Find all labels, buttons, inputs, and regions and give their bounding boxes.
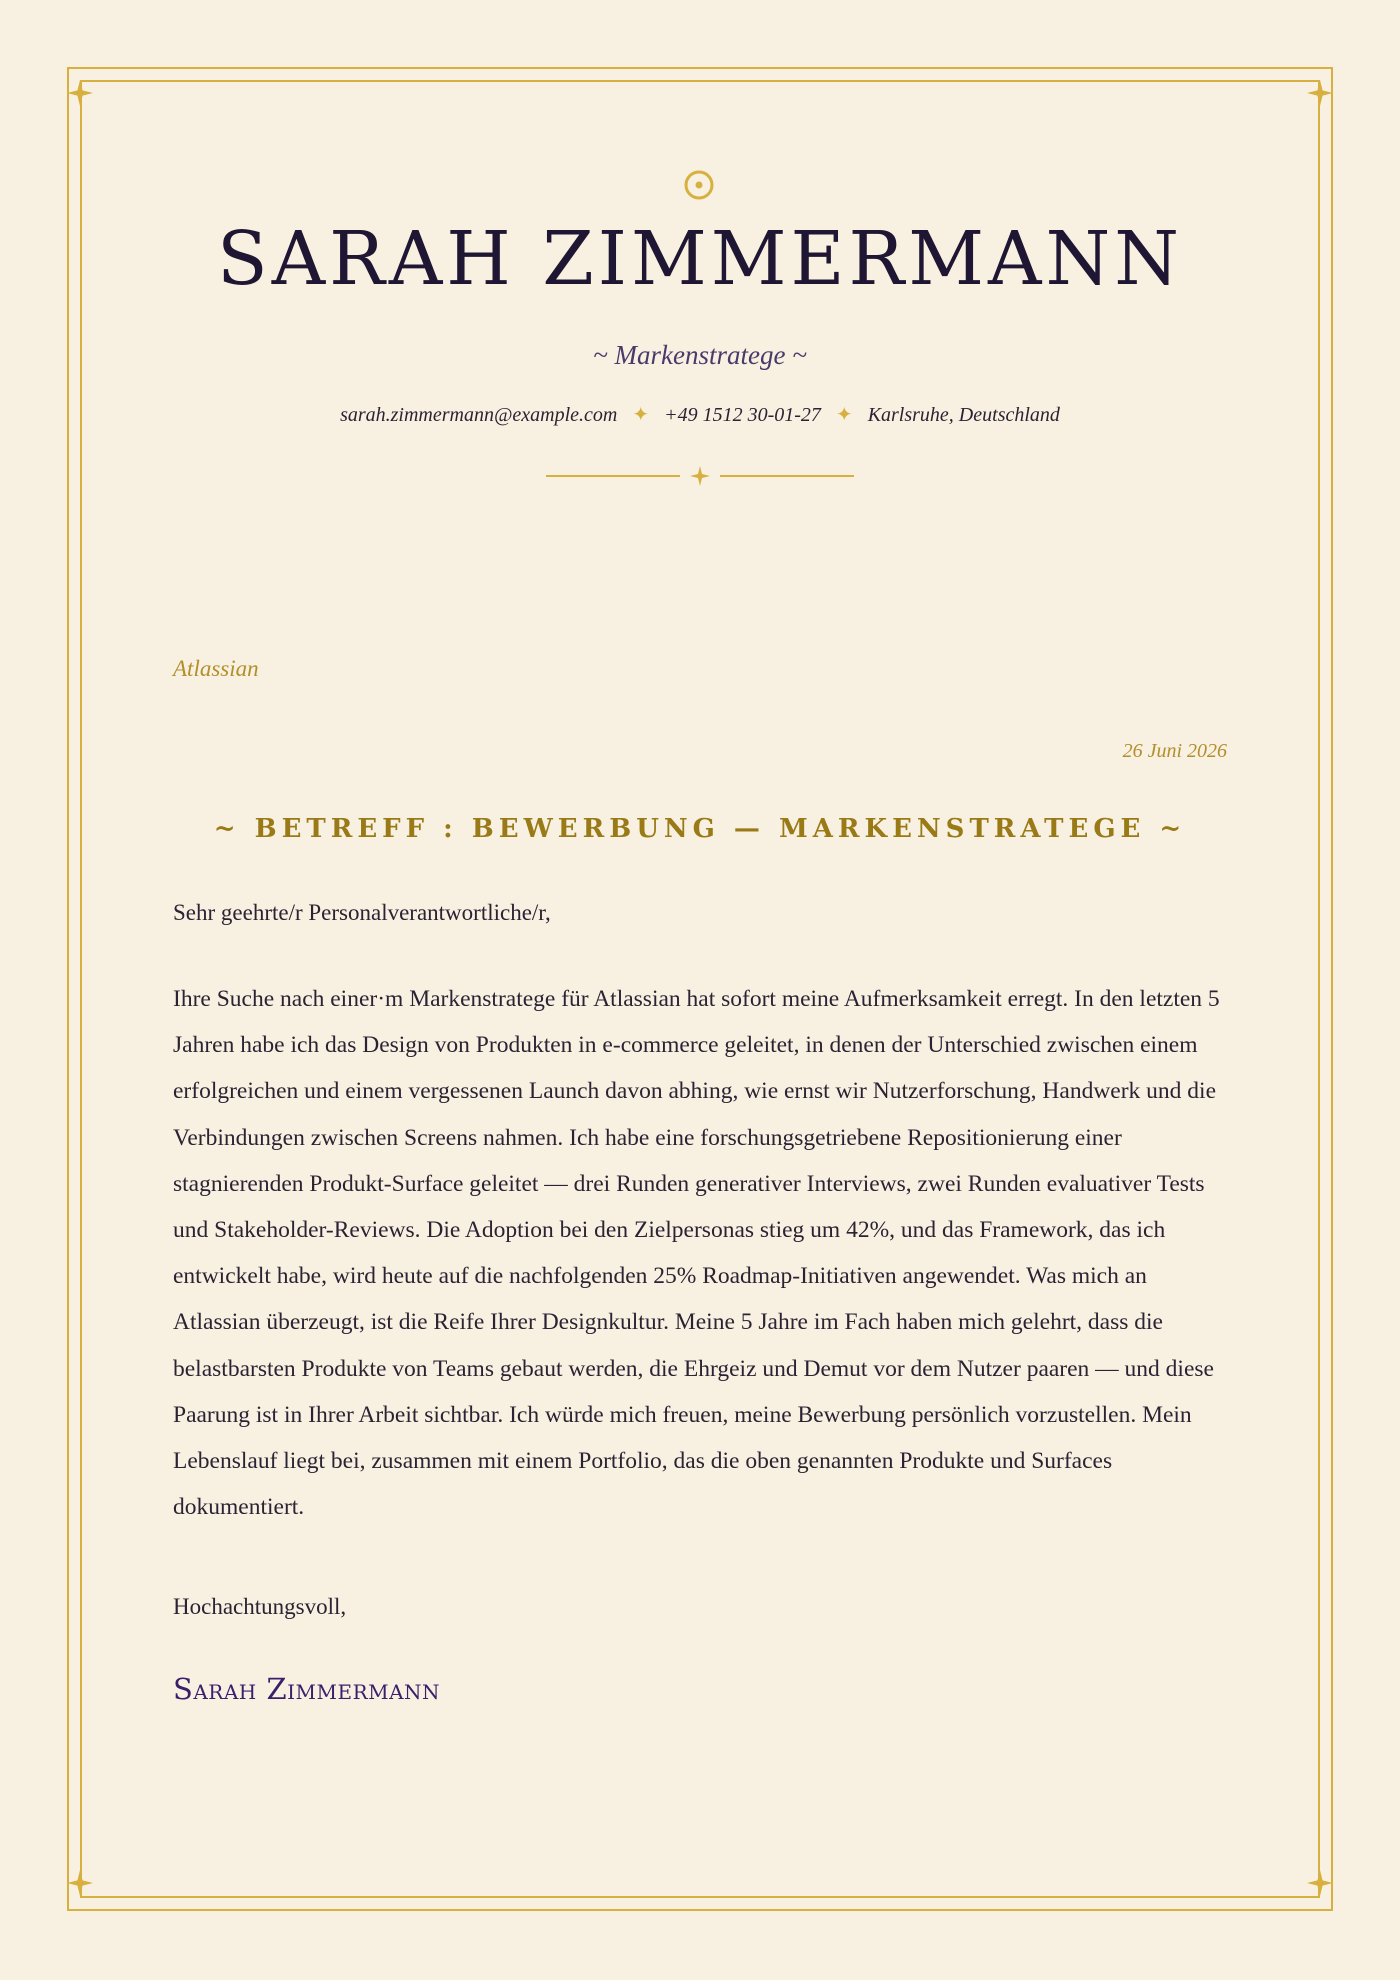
contact-line (0, 402, 1400, 427)
recipient: Atlassian (173, 656, 259, 681)
divider-line (720, 475, 854, 477)
applicant-name: SARAH ZIMMERMANN (217, 216, 1183, 302)
separator-star-icon: ✦ (835, 404, 853, 426)
corner-star-icon (1307, 80, 1333, 106)
letter-date: 26 Juni 2026 (1122, 740, 1227, 762)
corner-star-icon (67, 80, 93, 106)
circle-dot-icon (682, 168, 716, 202)
signature: Sarah Zimmermann (173, 1672, 441, 1706)
divider-star-icon (690, 466, 710, 486)
contact-location: Karlsruhe, Deutschland (867, 404, 1060, 426)
job-title: ~ Markenstratege ~ (593, 340, 807, 370)
divider-line (546, 475, 680, 477)
subject-line: ~ BETREFF : BEWERBUNG — MARKENSTRATEGE ~ (213, 814, 1187, 844)
letter-body: Ihre Suche nach einer·m Markenstratege für Atlassian hat sofort meine Aufmerksamkeit erregt. In den letzten 5 Jahren habe ich das Design von Produkten in e-commerce geleitet, in denen der Unterschied zwischen einem erfolgreichen und einem vergessenen Launch davon abhing, wie ernst wir Nutzerforschung, Handwerk und die Verbindungen zwischen Screens nahmen. Ich habe eine forschungsgetriebene Repositionierung einer stagnierenden Produkt-Surface geleitet — drei Runden generativer Interviews, zwei Runden evaluativer Tests und Stakeholder-Reviews. Die Adoption bei den Zielpersonas stieg um 42%, und das Framework, das ich entwickelt habe, wird heute auf die nachfolgenden 25% Roadmap-Initiativen angewendet. Was mich an Atlassian überzeugt, ist die Reife Ihrer Designkultur. Meine 5 Jahre im Fach haben mich gelehrt, dass die belastbarsten Produkte von Teams gebaut werden, die Ehrgeiz und Demut vor dem Nutzer paaren — und diese Paarung ist in Ihrer Arbeit sichtbar. Ich würde mich freuen, meine Bewerbung persönlich vorzustellen. Mein Lebenslauf liegt bei, zusammen mit einem Portfolio, das die oben genannten Produkte und Surfaces dokumentiert. (173, 986, 1220, 1521)
separator-star-icon: ✦ (632, 404, 650, 426)
contact-phone: +49 1512 30-01-27 (664, 404, 821, 426)
corner-star-icon (1307, 1870, 1333, 1896)
header-divider (546, 466, 854, 486)
closing: Hochachtungsvoll, (173, 1594, 347, 1619)
contact-email: sarah.zimmermann@example.com (340, 404, 618, 426)
corner-star-icon (67, 1870, 93, 1896)
salutation: Sehr geehrte/r Personalverantwortliche/r, (173, 900, 551, 925)
